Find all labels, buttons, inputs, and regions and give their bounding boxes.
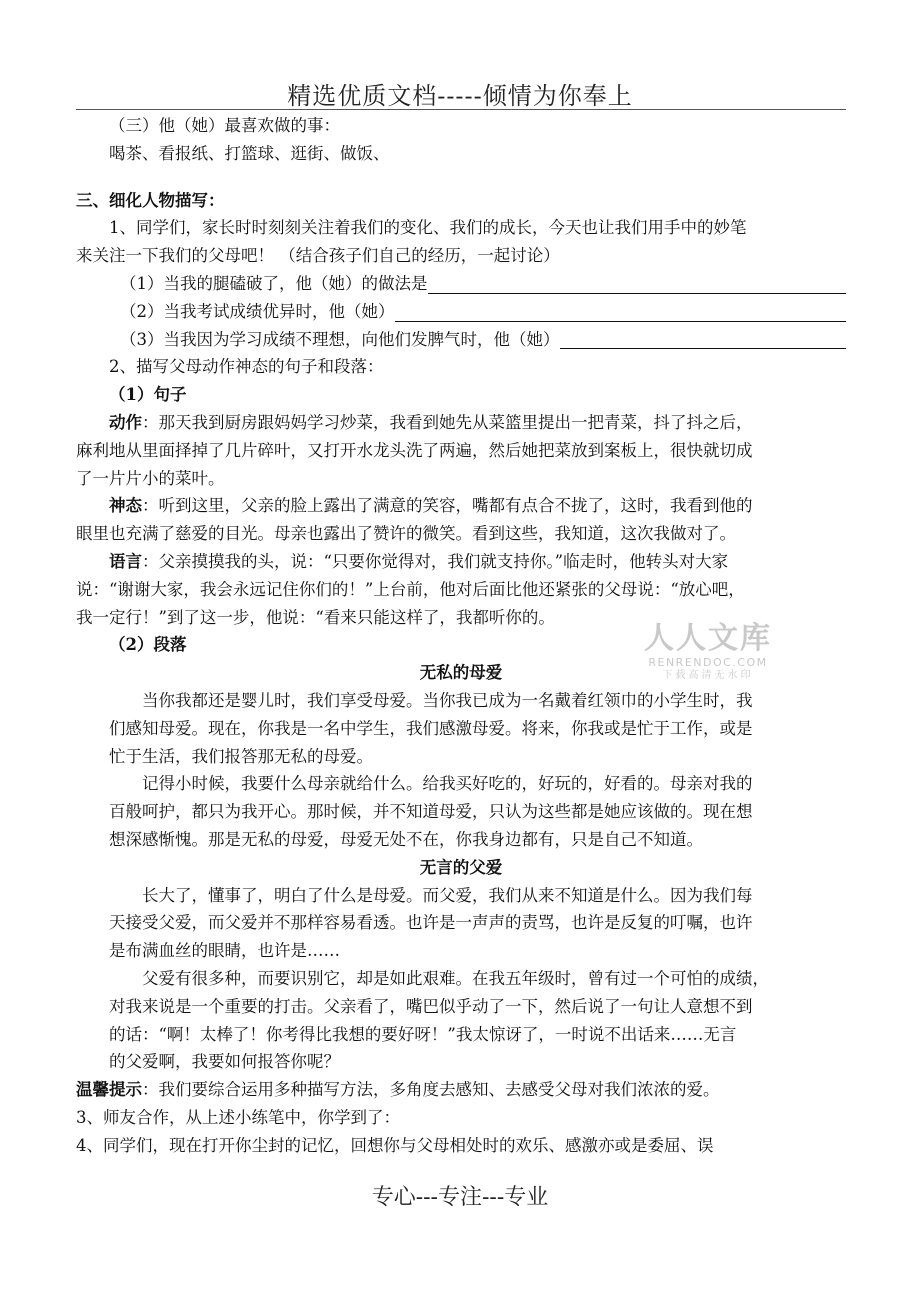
label-tip: 温馨提示 [76,1080,142,1100]
expression-example: 神态：听到这里，父亲的脸上露出了满意的笑容，嘴都有点合不拢了，这时，我看到他的 [109,496,753,516]
speech-example: 语言：父亲摸摸我的头，说：“只要你觉得对，我们就支持你。”临走时，他转头对大家 [109,551,729,571]
paragraph-line: 记得小时候，我要什么母亲就给什么。给我买好吃的，好玩的，好看的。母亲对我的 [142,774,753,794]
paragraph-line: 2、描写父母动作神态的句子和段落： [109,357,384,377]
hobby-heading: （三）他（她）最喜欢做的事： [109,116,340,135]
paragraph-line: 1、同学们，家长时时刻刻关注着我们的变化、我们的成长，今天也让我们用手中的妙笔 [109,218,747,238]
tip-paragraph: 温馨提示：我们要综合运用多种描写方法，多角度去感知、去感受父母对我们浓浓的爱。 [76,1080,720,1100]
paragraph-line: 想深感惭愧。那是无私的母爱，母爱无处不在，你我身边都有，只是自己不知道。 [109,829,703,849]
subheading-paragraphs: （2）段落 [109,635,187,655]
paragraph-line: 的父爱啊，我要如何报答你呢？ [109,1052,340,1072]
paragraph-line: 对我来说是一个重要的打击。父亲看了，嘴巴似乎动了一下，然后说了一句让人意想不到 [109,996,753,1016]
fill-in-blank[interactable] [428,273,847,294]
blank-space [76,168,846,187]
fill-in-item-3 [76,326,846,354]
paragraph-line: 眼里也充满了慈爱的目光。母亲也露出了赞许的微笑。看到这些，我知道，这次我做对了。 [76,524,736,544]
paragraph-line: 4、同学们，现在打开你尘封的记忆，回想你与父母相处时的欢乐、感激亦或是委屈、误 [76,1135,714,1155]
watermark-brand: 人人文库 [644,621,772,656]
fill-in-prompt: （2）当我考试成绩优异时，他（她） [120,301,395,321]
paragraph-line: 父爱有很多种，而要识别它，却是如此艰难。在我五年级时，曾有过一个可怕的成绩， [142,968,769,988]
fill-in-item-1 [76,270,846,298]
watermark-site: RENRENDOC.COM [648,656,768,669]
essay-title-father: 无言的父爱 [419,857,503,877]
paragraph-line: 天接受父爱，而父爱并不那样容易看透。也许是一声声的责骂，也许是反复的叮嘱，也许 [109,913,753,933]
paragraph-line: 的话：“啊！太棒了！你考得比我想的要好呀！”我太惊讶了，一时说不出话来……无言 [109,1024,737,1044]
fill-in-blank[interactable] [395,301,847,322]
paragraph-line: 我一定行！”到了这一步，他说：“看来只能这样了，我都听你的。 [76,607,555,627]
paragraph-line: 麻利地从里面择掉了几片碎叶，又打开水龙头洗了两遍，然后她把菜放到案板上，很快就切成 [76,440,753,460]
label-speech: 语言 [109,551,142,571]
header-divider [76,109,846,110]
paragraph-line: 百般呵护，都只为我开心。那时候，并不知道母爱，只认为这些都是她应该做的。现在想 [109,802,753,822]
paragraph-line: 长大了，懂事了，明白了什么是母爱。而父爱，我们从来不知道是什么。因为我们每 [142,885,753,905]
fill-in-blank[interactable] [560,328,847,349]
watermark [643,622,773,682]
paragraph-line: 了一片片小的菜叶。 [76,468,225,488]
label-action: 动作 [109,412,142,432]
paragraph-line: 当你我都还是婴儿时，我们享受母爱。当你我已成为一名戴着红领巾的小学生时，我 [142,690,753,710]
page-header: 精选优质文档-----倾情为你奉上 [287,82,633,110]
essay-title-mother: 无私的母爱 [419,663,503,683]
fill-in-prompt: （3）当我因为学习成绩不理想，向他们发脾气时，他（她） [120,329,560,349]
subheading-sentences: （1）句子 [109,385,187,405]
fill-in-item-2 [76,298,846,326]
page-footer: 专心---专注---专业 [371,1185,549,1210]
paragraph-line: 是布满血丝的眼睛，也许是…… [109,941,340,961]
paragraph-line: 3、师友合作，从上述小练笔中，你学到了： [76,1107,400,1127]
fill-in-prompt: （1）当我的腿磕破了，他（她）的做法是 [120,273,428,293]
action-example: 动作：那天我到厨房跟妈妈学习炒菜，我看到她先从菜篮里提出一把青菜，抖了抖之后， [109,412,753,432]
section-heading: 三、细化人物描写： [76,190,225,210]
paragraph-line: 说：“谢谢大家，我会永远记住你们的！”上台前，他对后面比他还紧张的父母说：“放心吧， [76,579,745,599]
paragraph-line: 们感知母爱。现在，你我是一名中学生，我们感激母爱。将来，你我或是忙于工作，或是 [109,718,753,738]
watermark-tagline: 下载高清无水印 [662,670,754,681]
hobby-items: 喝茶、看报纸、打篮球、逛街、做饭、 [109,143,390,163]
label-expression: 神态 [109,496,142,516]
paragraph-line: 忙于生活，我们报答那无私的母爱。 [109,746,373,766]
paragraph-line: 来关注一下我们的父母吧！ （结合孩子们自己的经历，一起讨论） [76,246,560,266]
